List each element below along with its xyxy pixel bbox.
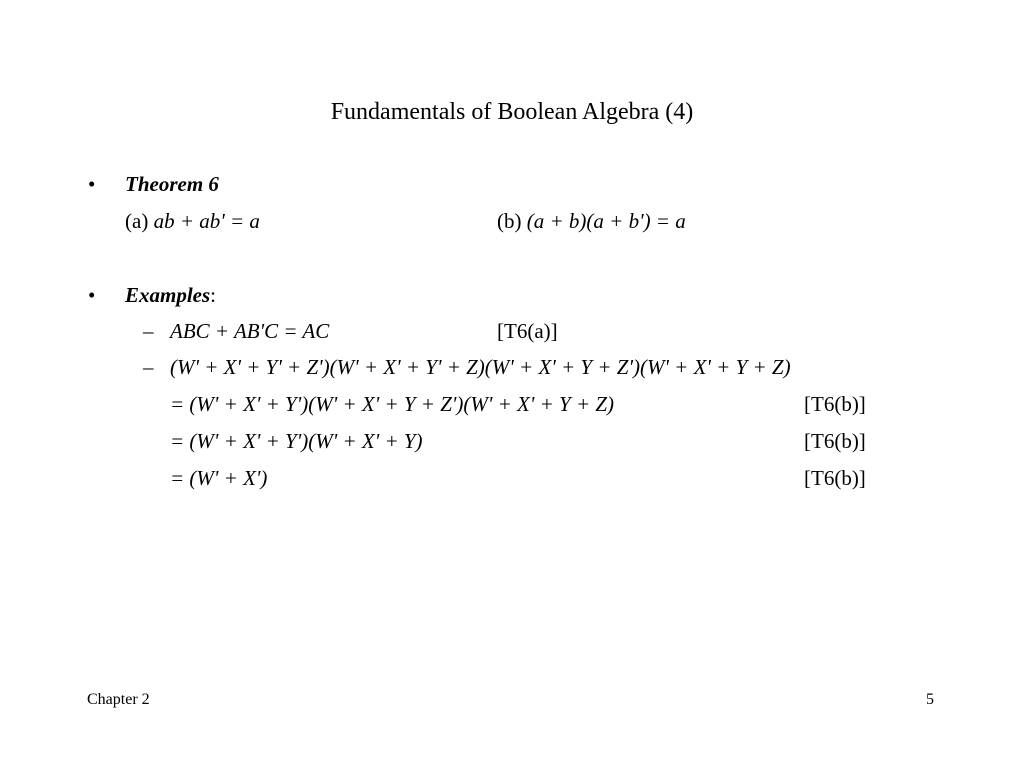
example-2-expr: (W' + X' + Y' + Z')(W' + X' + Y' + Z)(W' + X' + Y + Z')(W' + X' + Y + Z) (170, 355, 791, 379)
example-1-expr: ABC + AB'C = AC (170, 319, 330, 343)
theorem-part-b-label: (b) (497, 209, 527, 233)
example-1-ref: [T6(a)] (497, 319, 558, 343)
theorem-heading: Theorem 6 (125, 172, 219, 196)
example-2-step-3: = (W' + X') (170, 466, 268, 490)
theorem-part-b-expr: (a + b)(a + b') = a (526, 209, 686, 233)
slide-title: Fundamentals of Boolean Algebra (4) (330, 99, 694, 125)
example-2-step-2-ref: [T6(b)] (804, 429, 866, 453)
bullet-theorem: • (88, 172, 96, 196)
dash-example-2: – (143, 355, 154, 379)
dash-example-1: – (143, 319, 154, 343)
theorem-part-a-label: (a) (125, 209, 154, 233)
example-2-step-2: = (W' + X' + Y')(W' + X' + Y) (170, 429, 423, 453)
examples-heading-colon: : (210, 283, 217, 307)
example-2-step-3-ref: [T6(b)] (804, 466, 866, 490)
theorem-part-a (125, 211, 260, 232)
bullet-examples: • (88, 283, 96, 307)
example-2-step-1-ref: [T6(b)] (804, 392, 866, 416)
theorem-part-a-expr: ab + ab' = a (153, 209, 260, 233)
theorem-part-b (497, 211, 686, 232)
examples-heading-text: Examples (125, 283, 211, 307)
footer-page-number: 5 (926, 691, 934, 708)
example-2-step-1: = (W' + X' + Y')(W' + X' + Y + Z')(W' + X' + Y + Z) (170, 392, 615, 416)
examples-heading (125, 285, 216, 306)
footer-chapter: Chapter 2 (87, 691, 150, 708)
